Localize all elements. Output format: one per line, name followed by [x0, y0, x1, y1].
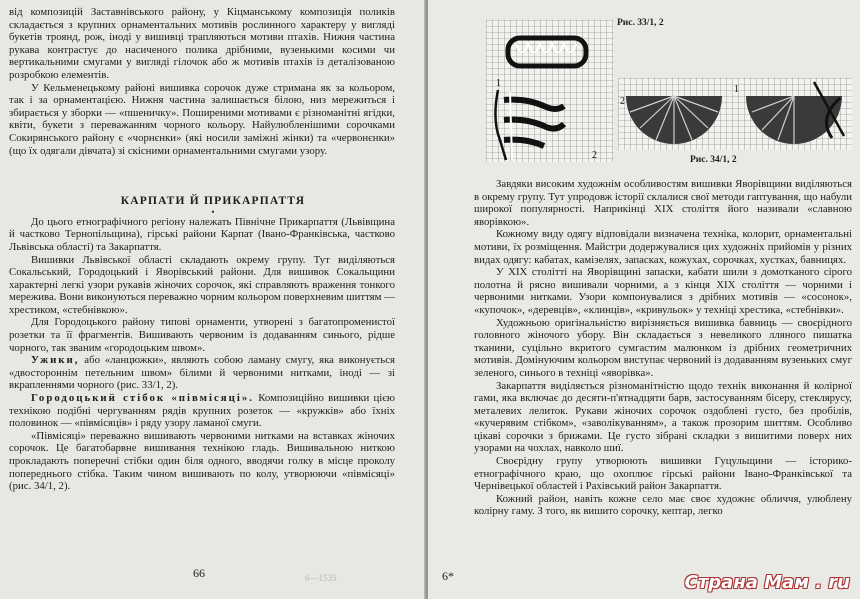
bleed-text: 6—1535	[305, 573, 337, 583]
paragraph: Художньою оригінальністю вирізняється вишивка бавниць — своєрідного головного жіночого убору. Він складається з невеликого лляного пишатка тканини, суцільно вкритого сумгастим малюнком із дрібних геометричних мотивів. Домінуючим кольором виступає червоний із додаванням вузеньких смуг зеленого, синього в техніці «яворівка».	[474, 316, 852, 379]
paragraph: До цього етнографічного регіону належать Північне Прикарпаття (Львівщина й частково Тернопільщина), гірські райони Карпат (Івано-Франківська, частково Львівська області) та Закарпаття.	[9, 215, 395, 253]
paragraph-stitch	[9, 392, 395, 430]
term-stitch: Городоцький стібок «півмісяці».	[31, 392, 254, 405]
paragraph: У Кельменецькому районі вишивка сорочок дуже стримана як за кольором, так і за орнаментацією. Нижня частина залишається білою, низ мережиться і збирається у зборки — «пшеничку». Поширеними мотивами є різноманітні ягідки, квіти, букети з переважанням чорного кольору. Найулюбленішими сорочками Сокирянського району є «чорнєнки» (які носили заміжні жінки) та «червонєнки» (що їх одягали дівчата) зі скісними орнаментальними смугами узору.	[9, 81, 395, 157]
left-column	[9, 6, 395, 493]
page-number: 66	[193, 566, 205, 580]
paragraph: від композицій Заставнівського району, у Кіцманському композиція поликів складається з крупних орнаментальних мотивів рослинного характеру у вигляді букетів троянд, рож, іноді у вишивці трапляються мотиви птахів. Нижня частина рукава контрастує до насиченого полика дрібними, вузенькими косими чи вертикальними смугами у вигляді гілочок або ж мотивів птахів із деталізованою розробкою елементів.	[9, 6, 395, 81]
paragraph: Кожний район, навіть кожне село має своє художнє обличчя, улюблену колірну гаму. З того, як вишито сорочку, кептар, легко	[474, 492, 852, 518]
fig34-label-one: 1	[734, 84, 739, 95]
page-number: 6*	[442, 569, 454, 583]
paragraph-uzhyky	[9, 354, 395, 392]
text-stitch: Композиційно вишивки цією технікою подібні чергуванням рядів крупних розеток — «кружків» або їхніх половинок — «півмісяців» і ряду узору ламаної смуги.	[9, 392, 395, 430]
paragraph: Закарпаття виділяється різноманітністю щодо технік виконання й колірної гами, яка включає до десяти-п'ятнадцяти барв, застосуванням бісеру, стеклярусу, металевих лелиток. Рукави жіночих сорочок оздоблені густо, без пробілів, «кучерявим стібком», «заволікуванням», а також прозорим шиттям. Особливо цікаві сорочки з брижами. Це густо зібрані складки з вишитими поверх них узорами на чохлах, навколо шиї.	[474, 379, 852, 455]
paragraph: Своєрідну групу утворюють вишивки Гуцульщини — історико-етнографічного краю, що охоплює гірські райони Івано-Франківської та Чернівецької областей і Рахівський район Закарпаття.	[474, 455, 852, 493]
paragraph: Завдяки високим художнім особливостям вишивки Яворівщини виділяються в окрему групу. Тут упродовж історії склалися свої методи гаптування, що набули широкої популярності. Наприкінці XIX століття його називали «славною яворівкою».	[474, 178, 852, 228]
paragraph: У XIX столітті на Яворівщині запаски, кабати шили з домотканого сірого полотна й рясно вишивали чорними, а з кінця XIX століття — чорними і червоними нитками. Узори компонувалися з дрібних мотивів — «сосонок», «купочок», «деревців», «клинців», «кривульок» у техніці хрестика, «стебнівки».	[474, 266, 852, 316]
figure-34-caption: Рис. 34/1, 2	[690, 155, 737, 165]
paragraph: Вишивки Львівської області складають окрему групу. Тут виділяються Сокальський, Городоцький і Яворівський райони. Для вишивок Сокальщини характерні легкі узори рукавів жіночих сорочок, які справляють враження тонкого мережива. Вони виконуються переважно чорним кольором поверхневим шиттям — хрестиком, «стебнівкою».	[9, 253, 395, 316]
fig33-label-two: 2	[592, 150, 597, 161]
paragraph: «Півмісяці» переважно вишивають червоними нитками на вставках жіночих сорочок. Це багатобарвне вишивання технікою гладь. Вишивальною ниткою прокладають поперечні стібки один біля одного, вводячи голку в місце проколу попереднього стібка. Таким чином вишивають по колу, утворюючи «півмісяці» (рис. 34/1, 2).	[9, 429, 395, 493]
right-page	[428, 0, 860, 599]
watermark: Страна Мам . ru	[684, 572, 850, 593]
text-uzhyky: або «ланцюжки», являють собою ламану смугу, яка виконується «двостороннім петельним швом» білими й червоними нитками, іноді — зі вкрапленнями чорного (рис. 33/1, 2).	[9, 354, 395, 392]
left-page	[0, 0, 426, 599]
heading-mark: •	[211, 206, 215, 217]
paragraph: Для Городоцького району типові орнаменти, утворені з багатопроменистої розетки та її фрагментів. Вишивають червоним із додаванням синього, рідше чорного, так званим «городоцьким швом».	[9, 316, 395, 354]
figure-33-illustration	[486, 20, 614, 162]
term-uzhyky: Ужики,	[31, 354, 80, 367]
section-heading: КАРПАТИ Й ПРИКАРПАТТЯ	[120, 195, 306, 208]
figure-33-caption: Рис. 33/1, 2	[617, 18, 664, 28]
fig34-label-two: 2	[620, 96, 625, 107]
paragraph: Кожному виду одягу відповідали визначена техніка, колорит, орнаментальні мотиви, їх розміщення. Майстри додержувалися цих художніх прийомів у різних видах одягу: кабатах, камізелях, запасках, кожухах, сорочках, хустках, бавницях.	[474, 228, 852, 266]
figure-34-illustration	[618, 78, 852, 150]
right-column	[474, 178, 852, 518]
fig33-label-one: 1	[496, 78, 501, 89]
